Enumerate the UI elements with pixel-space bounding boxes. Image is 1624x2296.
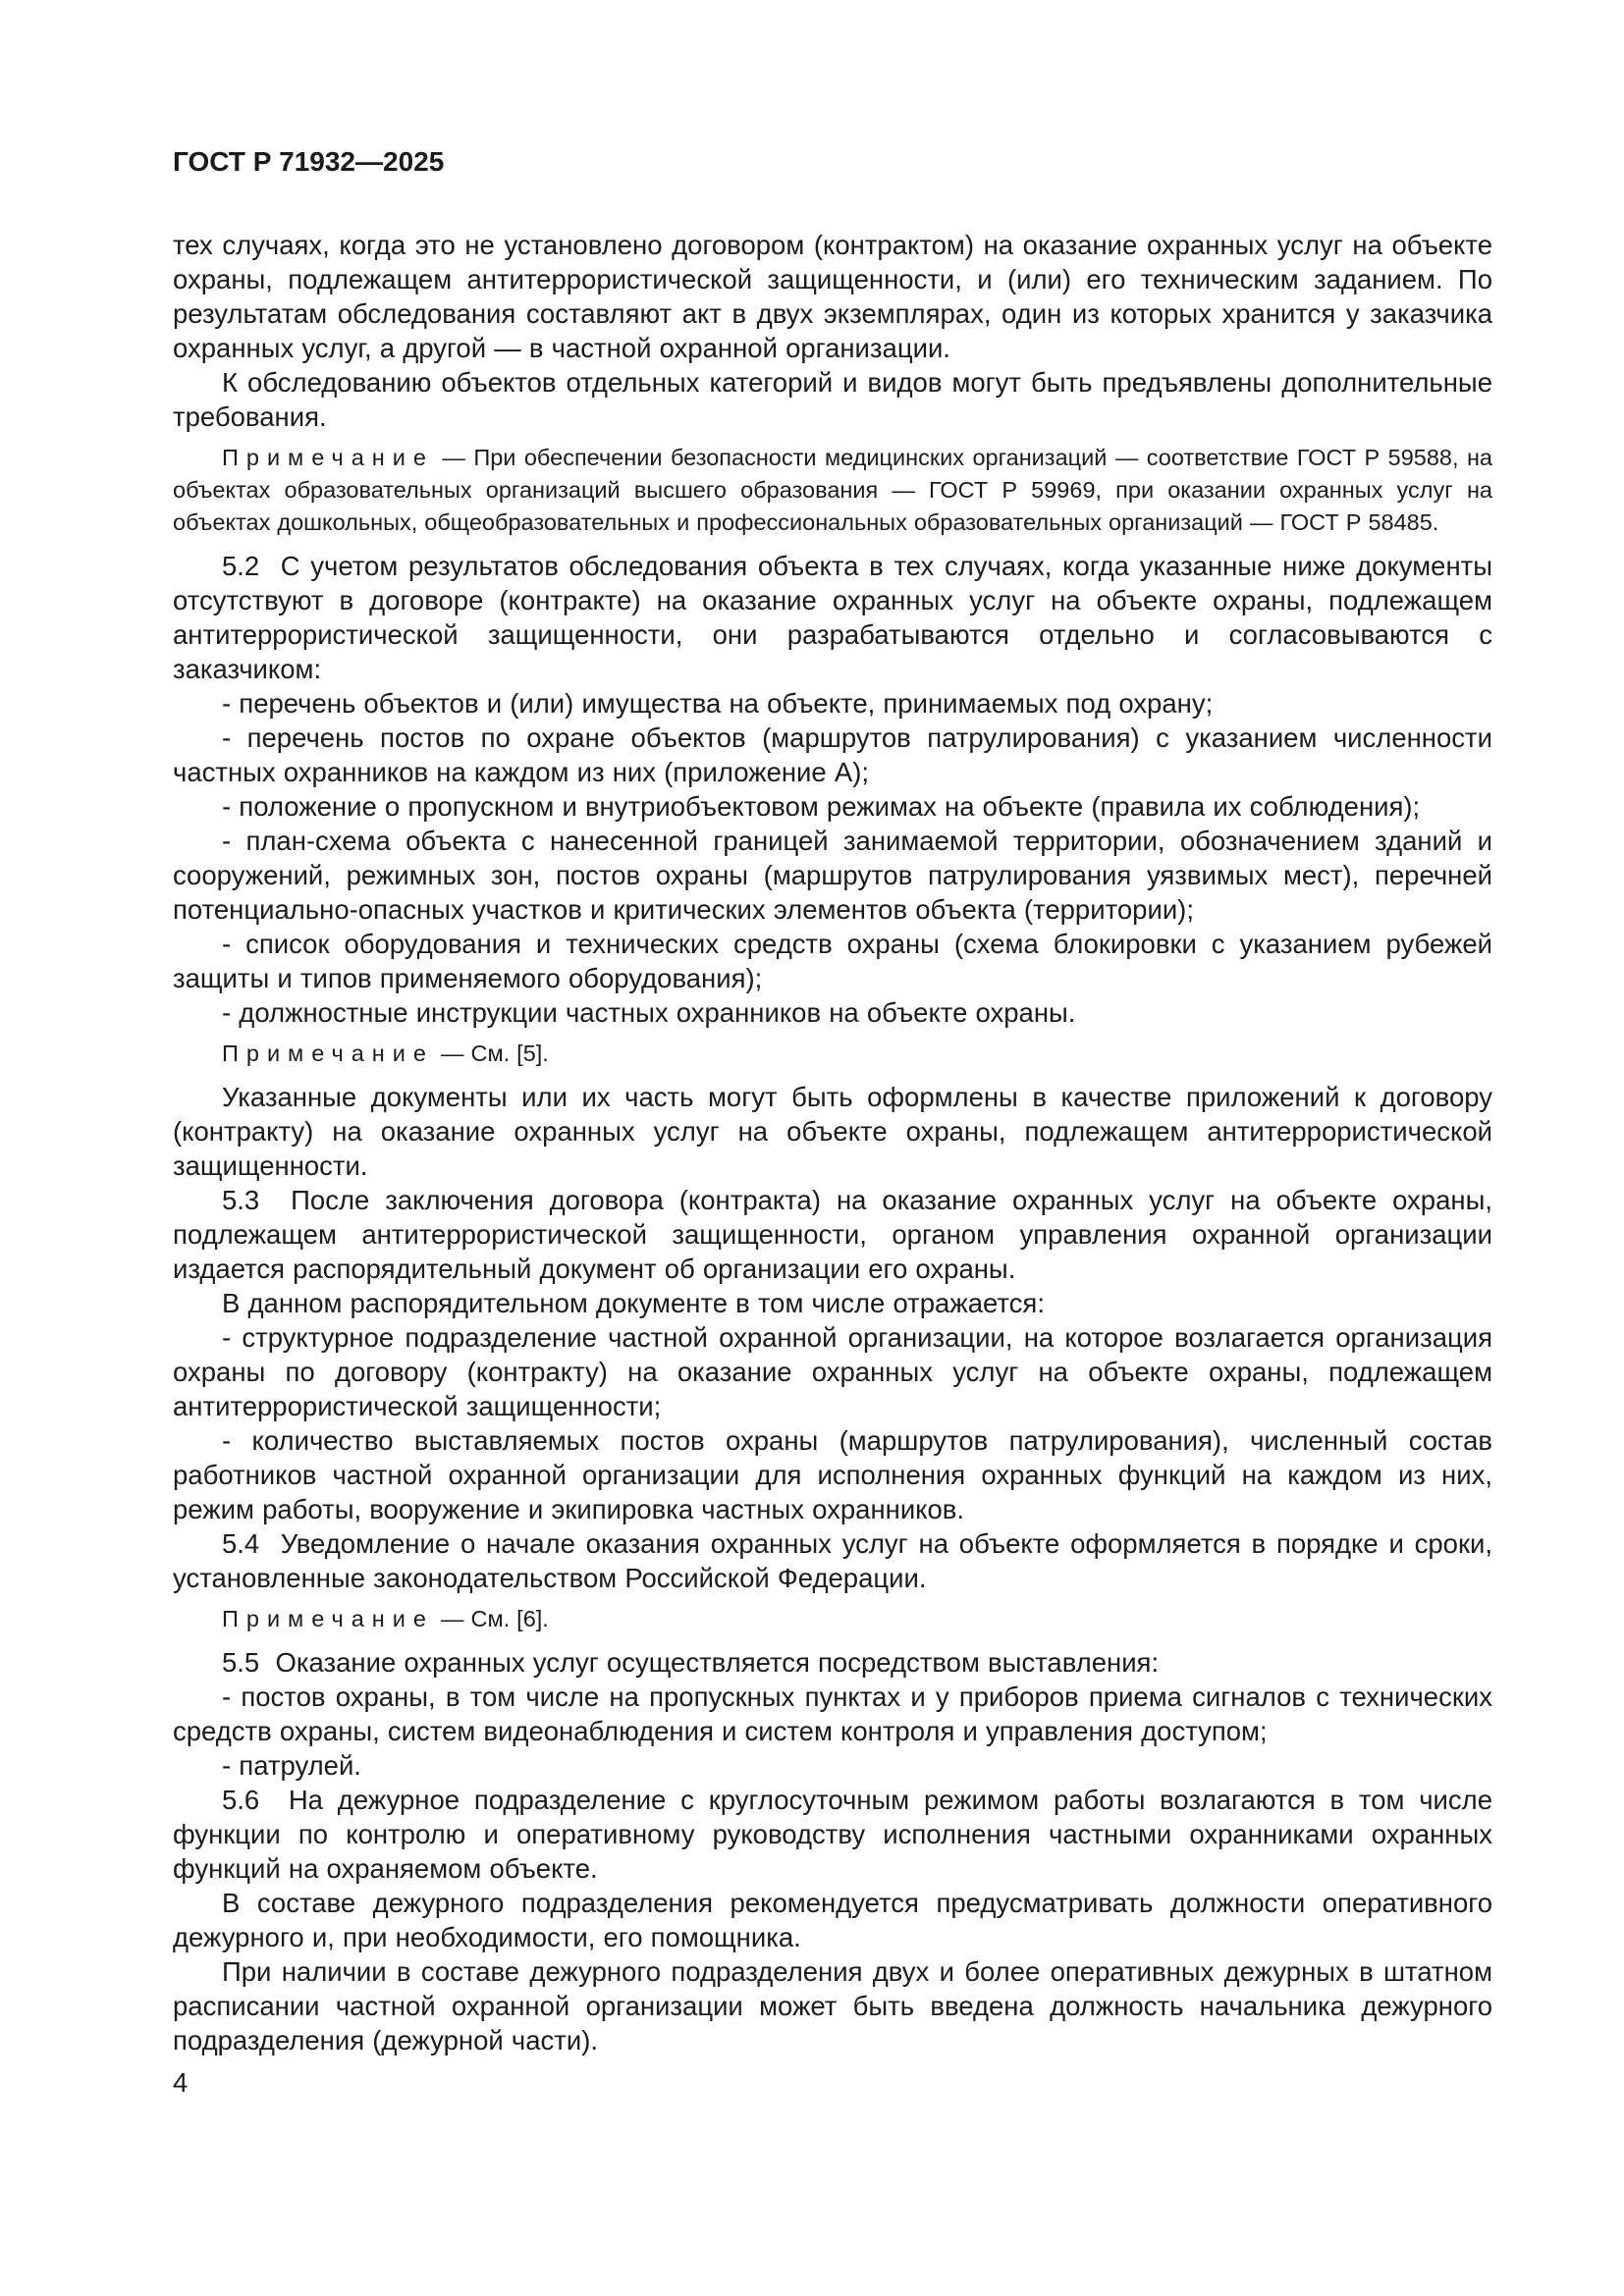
list-item: - постов охраны, в том числе на пропускных пунктах и у приборов приема сигналов с технических средств охраны, систем видеонаблюдения и систем контроля и управления доступом; bbox=[173, 1682, 1492, 1746]
list-item: - количество выставляемых постов охраны (маршрутов патрулирования), численный состав работников частной охранной организации для исполнения охранных функций на каждом из них, режим работы, вооружение и экипировка частных охранников. bbox=[173, 1425, 1492, 1524]
list-item: - перечень объектов и (или) имущества на объекте, принимаемых под охрану; bbox=[222, 688, 1214, 719]
page-number: 4 bbox=[173, 2067, 189, 2098]
note-label: Примечание bbox=[222, 1606, 434, 1631]
note-block bbox=[173, 1038, 1492, 1070]
gost-standard-number: ГОСТ Р 71932—2025 bbox=[173, 146, 445, 177]
list-item: - список оборудования и технических средств охраны (схема блокировки с указанием рубежей защиты и типов применяемого оборудования); bbox=[173, 929, 1492, 993]
paragraph: При наличии в составе дежурного подразделения двух и более оперативных дежурных в штатном расписании частной охранной организации может быть введена должность начальника дежурного подразделения (дежурной части). bbox=[173, 1956, 1492, 2056]
list-item: - план-схема объекта с нанесенной границей занимаемой территории, обозначением зданий и сооружений, режимных зон, постов охраны (маршрутов патрулирования уязвимых мест), перечней потенциально-опасных участков и критических элементов объекта (территории); bbox=[173, 826, 1492, 925]
note-label: Примечание bbox=[222, 445, 434, 470]
note-text: — См. [6]. bbox=[440, 1606, 549, 1631]
list-item: - патрулей. bbox=[222, 1750, 361, 1781]
list-item: - структурное подразделение частной охранной организации, на которое возлагается организация охраны по договору (контракту) на оказание охранных услуг на объекте охраны, подлежащем антитеррористической защищенности; bbox=[173, 1322, 1492, 1421]
clause-5-6-paragraph: 5.6 На дежурное подразделение с круглосуточным режимом работы возлагаются в том числе функции по контролю и оперативному руководству исполнения частными охранниками охранных функций на охраняемом объекте. bbox=[173, 1785, 1492, 1884]
paragraph: Указанные документы или их часть могут быть оформлены в качестве приложений к договору (контракту) на оказание охранных услуг на объекте охраны, подлежащем антитеррористической защищенности. bbox=[173, 1082, 1492, 1181]
note-text: — См. [5]. bbox=[440, 1041, 549, 1066]
list-item: - положение о пропускном и внутриобъектовом режимах на объекте (правила их соблюдения); bbox=[222, 791, 1421, 822]
clause-5-2-paragraph: 5.2 С учетом результатов обследования объекта в тех случаях, когда указанные ниже документы отсутствуют в договоре (контракте) на оказание охранных услуг на объекте охраны, подлежащем антитеррористической защищенности, они разрабатываются отдельно и согласовываются с заказчиком: bbox=[173, 551, 1492, 684]
document-body bbox=[173, 228, 1492, 2057]
paragraph: В данном распорядительном документе в том числе отражается: bbox=[222, 1288, 1045, 1318]
list-item: - должностные инструкции частных охранников на объекте охраны. bbox=[222, 997, 1076, 1028]
clause-5-4-paragraph: 5.4 Уведомление о начале оказания охранных услуг на объекте оформляется в порядке и сроки, установленные законодательством Российской Федерации. bbox=[173, 1528, 1492, 1593]
clause-5-3-paragraph: 5.3 После заключения договора (контракта) на оказание охранных услуг на объекте охраны, подлежащем антитеррористической защищенности, органом управления охранной организации издается распорядительный документ об организации его охраны. bbox=[173, 1185, 1492, 1284]
note-block bbox=[173, 442, 1492, 539]
note-block bbox=[173, 1603, 1492, 1635]
note-text: — При обеспечении безопасности медицинских организаций — соответствие ГОСТ Р 59588, на объектах образовательных организаций высшего образования — ГОСТ Р 59969, при оказании охранных услуг на объектах дошкольных, общеобразовательных и профессиональных образовательных организаций — ГОСТ Р 58485. bbox=[173, 445, 1492, 535]
paragraph: К обследованию объектов отдельных категорий и видов могут быть предъявлены дополнительные требования. bbox=[173, 367, 1492, 432]
paragraph-continued: тех случаях, когда это не установлено договором (контрактом) на оказание охранных услуг на объекте охраны, подлежащем антитеррористической защищенности, и (или) его техническим заданием. По результатам обследования составляют акт в двух экземплярах, один из которых хранится у заказчика охранных услуг, а другой — в частной охранной организации. bbox=[173, 230, 1492, 363]
clause-5-5-paragraph: 5.5 Оказание охранных услуг осуществляется посредством выставления: bbox=[222, 1647, 1160, 1678]
note-label: Примечание bbox=[222, 1041, 434, 1066]
list-item: - перечень постов по охране объектов (маршрутов патрулирования) с указанием численности частных охранников на каждом из них (приложение А); bbox=[173, 722, 1492, 787]
paragraph: В составе дежурного подразделения рекомендуется предусматривать должности оперативного дежурного и, при необходимости, его помощника. bbox=[173, 1888, 1492, 1952]
